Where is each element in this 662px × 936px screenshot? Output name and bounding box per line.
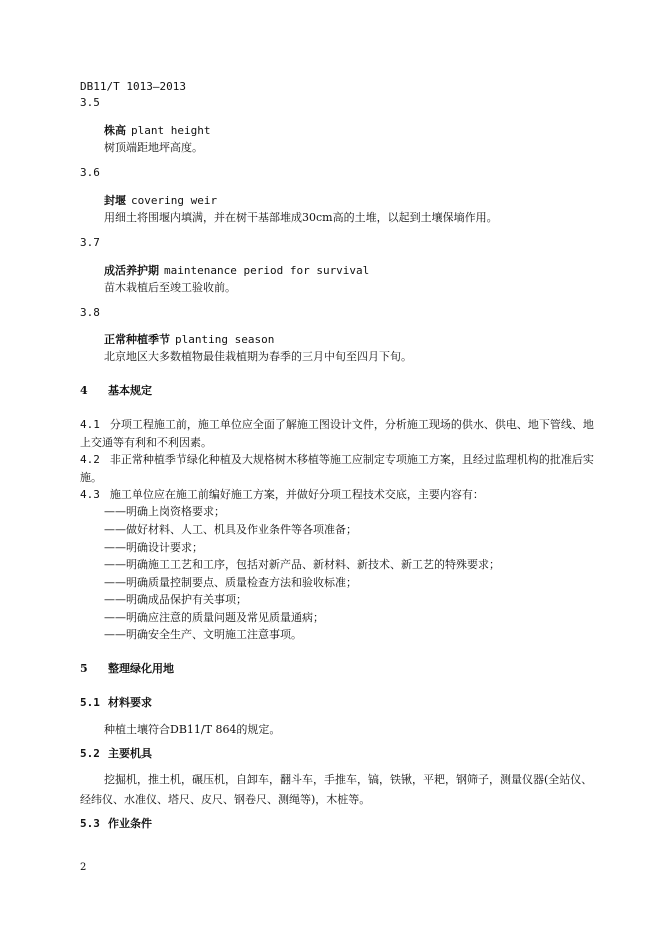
clause-paragraph [80, 486, 484, 502]
term-definition: 苗木栽植后至竣工验收前。 [104, 281, 236, 294]
term-definition: 北京地区大多数植物最佳栽植期为春季的三月中旬至四月下旬。 [104, 350, 412, 363]
list-item: ——明确安全生产、文明施工注意事项。 [104, 628, 302, 641]
clause-paragraph [80, 451, 600, 487]
clause-paragraph [80, 416, 600, 452]
list-item: ——明确施工工艺和工序，包括对新产品、新材料、新技术、新工艺的特殊要求； [104, 558, 500, 571]
clause-text: 分项工程施工前，施工单位应全面了解施工图设计文件，分析施工现场的供水、供电、地下管线、地上交通等有利和不利因素。 [80, 418, 594, 449]
section-number: 5 [80, 662, 88, 675]
term-title-zh: 正常种植季节 [104, 333, 170, 346]
term-number: 3.7 [80, 236, 100, 249]
clause-text: 施工单位应在施工前编好施工方案，并做好分项工程技术交底，主要内容有： [109, 488, 484, 501]
page-number: 2 [80, 862, 87, 873]
list-item: ——明确应注意的质量问题及常见质量通病； [104, 611, 324, 624]
subsection-number: 5.3 [80, 817, 100, 830]
section-number: 4 [80, 384, 88, 397]
term-title-en: covering weir [131, 194, 218, 207]
term-title-en: plant height [131, 124, 211, 137]
subsection-number: 5.1 [80, 696, 100, 709]
term-title [104, 262, 369, 278]
term-number: 3.5 [80, 96, 100, 109]
subsection-text: 种植土壤符合DB11/T 864的规定。 [104, 723, 281, 736]
subsection-title: 材料要求 [108, 696, 152, 709]
list-item: ——明确设计要求； [104, 541, 203, 554]
term-title [104, 192, 217, 208]
term-title-en: planting season [175, 333, 275, 346]
term-definition: 用细土将围堰内填满，并在树干基部堆成30cm高的土堆，以起到土壤保墒作用。 [104, 211, 498, 224]
list-item: ——做好材料、人工、机具及作业条件等各项准备； [104, 523, 357, 536]
term-title-zh: 成活养护期 [104, 264, 159, 277]
document-header: DB11/T 1013—2013 [80, 80, 186, 93]
list-item: ——明确质量控制要点、质量检查方法和验收标准； [104, 576, 357, 589]
clause-number: 4.1 [80, 418, 100, 431]
subsection-title: 主要机具 [108, 747, 152, 760]
list-item: ——明确成品保护有关事项； [104, 593, 247, 606]
term-number: 3.8 [80, 306, 100, 319]
subsection-text: 挖掘机，推土机，碾压机，自卸车，翻斗车，手推车，镐，铁锹，平耙，钢筛子，测量仪器(全站仪、经纬仪、水准仪、塔尺、皮尺、钢卷尺、测绳等)，木桩等。 [80, 773, 593, 806]
subsection-heading [80, 815, 152, 831]
section-heading [80, 382, 152, 398]
term-title [104, 122, 210, 138]
subsection-number: 5.2 [80, 747, 100, 760]
clause-number: 4.2 [80, 453, 100, 466]
section-heading [80, 660, 174, 676]
section-title: 基本规定 [108, 384, 152, 397]
term-definition: 树顶端距地坪高度。 [104, 141, 203, 154]
subsection-heading [80, 694, 152, 710]
clause-text: 非正常种植季节绿化种植及大规格树木移植等施工应制定专项施工方案，且经过监理机构的批准后实施。 [80, 453, 594, 484]
term-number: 3.6 [80, 166, 100, 179]
term-title-zh: 封堰 [104, 194, 126, 207]
list-item: ——明确上岗资格要求； [104, 505, 225, 518]
subsection-heading [80, 745, 152, 761]
term-title-en: maintenance period for survival [164, 264, 370, 277]
term-title [104, 331, 274, 347]
subsection-title: 作业条件 [108, 817, 152, 830]
clause-number: 4.3 [80, 488, 100, 501]
section-title: 整理绿化用地 [108, 662, 174, 675]
term-title-zh: 株高 [104, 124, 126, 137]
